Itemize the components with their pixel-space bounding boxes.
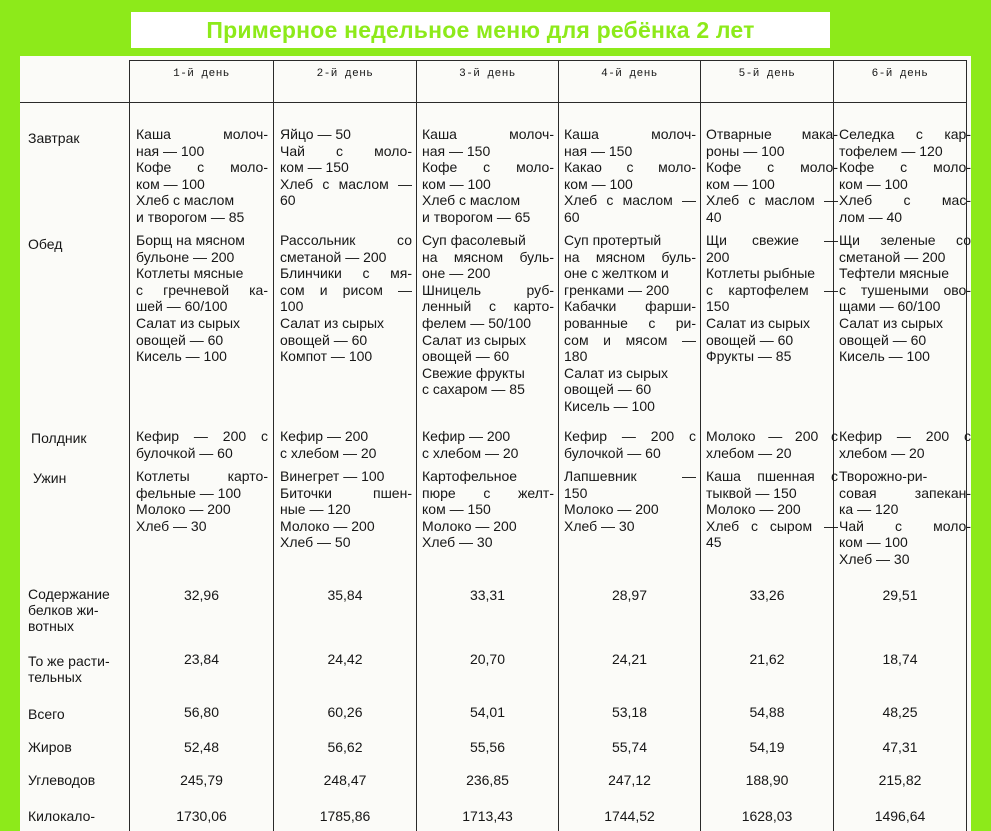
menu-line: пюре с желт- (422, 484, 554, 501)
menu-cell (706, 428, 838, 461)
menu-line: с картофелем — (706, 281, 838, 298)
menu-line: тыквой — 150 (706, 484, 797, 501)
nutrient-value: 28,97 (611, 587, 648, 603)
menu-line: Шницель руб- (422, 281, 554, 298)
nutrient-value: 47,31 (882, 739, 918, 755)
menu-line: Молоко — 200 (280, 517, 375, 534)
menu-line: овощей — 60 (136, 331, 224, 348)
menu-line: ком — 150 (422, 501, 491, 518)
menu-line: и творогом — 85 (136, 208, 245, 225)
nutrient-value: 55,74 (611, 739, 648, 755)
meal-label: Ужин (33, 470, 67, 486)
menu-line: Хлеб с маслом — (280, 175, 412, 192)
nutrient-value: 248,47 (323, 772, 367, 788)
menu-line: Каша пшенная с (706, 468, 838, 484)
menu-line: бульоне — 200 (136, 248, 235, 265)
nutrient-value: 20,70 (469, 651, 506, 667)
menu-line: Биточки пшен- (280, 484, 412, 501)
menu-line: Хлеб — 30 (422, 534, 493, 551)
menu-line: Чай с моло- (839, 517, 971, 534)
menu-line: Блинчики с мя- (280, 265, 412, 282)
menu-line: ком — 100 (136, 175, 205, 192)
menu-line: 100 (280, 298, 304, 315)
menu-line: овощей — 60 (422, 348, 510, 365)
menu-line: Отварные мака- (706, 126, 838, 142)
menu-line: ком — 100 (422, 175, 491, 192)
nutrient-value: 54,19 (749, 739, 785, 755)
menu-line: гренками — 200 (564, 281, 670, 298)
nutrient-value: 23,84 (183, 651, 220, 667)
nutrient-value: 247,12 (608, 772, 651, 788)
menu-line: лом — 40 (839, 208, 903, 225)
menu-line: ком — 100 (839, 534, 908, 551)
nutrient-value: 1628,03 (741, 808, 793, 824)
menu-line: сметаной — 200 (839, 248, 946, 265)
menu-line: 60 (564, 208, 580, 225)
menu-line: Котлеты мясные (136, 265, 244, 282)
menu-line: щами — 60/100 (839, 298, 941, 315)
nutrient-value: 188,90 (745, 772, 789, 788)
menu-cell (422, 468, 554, 551)
menu-line: хлебом — 20 (706, 444, 792, 461)
nutrient-value: 215,82 (878, 772, 922, 788)
menu-line: с сахаром — 85 (422, 381, 525, 398)
menu-cell (136, 428, 268, 461)
menu-line: овощей — 60 (280, 331, 368, 348)
menu-line: Свежие фрукты (422, 364, 525, 381)
menu-line: ка — 120 (839, 501, 899, 518)
menu-line: ная — 150 (564, 142, 633, 159)
menu-cell (136, 232, 268, 365)
menu-cell (706, 126, 838, 226)
menu-line: и творогом — 65 (422, 208, 531, 225)
meal-label: Полдник (31, 430, 87, 446)
menu-line: сметаной — 200 (280, 248, 387, 265)
day-header: 2-й день (316, 68, 374, 80)
menu-line: Суп фасолевый (422, 232, 526, 248)
menu-line: Кофе с моло- (422, 159, 554, 176)
menu-line: тофелем — 120 (839, 142, 943, 159)
menu-line: Каша молоч- (422, 126, 554, 142)
menu-line: булочкой — 60 (564, 444, 661, 461)
menu-line: Котлеты рыбные (706, 265, 816, 282)
menu-line: Щи свежие — (706, 232, 838, 248)
menu-line: Кофе с моло- (839, 159, 971, 176)
menu-line: Суп протертый (564, 232, 662, 248)
menu-line: Фрукты — 85 (706, 348, 792, 365)
menu-line: Котлеты карто- (136, 468, 268, 484)
menu-line: ком — 150 (280, 159, 349, 176)
menu-line: Яйцо — 50 (280, 126, 351, 142)
menu-line: Хлеб с маслом — (564, 192, 696, 209)
menu-line: ком — 100 (706, 175, 775, 192)
day-header: 6-й день (871, 68, 929, 80)
menu-cell (564, 126, 696, 226)
nutrient-label: Содержание белков жи- вотных (28, 586, 110, 634)
menu-line: шей — 60/100 (136, 298, 228, 315)
menu-line: Кефир — 200 с (136, 428, 268, 444)
nutrient-label: Килокало- (28, 808, 96, 824)
menu-line: с хлебом — 20 (280, 444, 377, 461)
nutrient-value: 29,51 (882, 587, 918, 603)
menu-line: Салат из сырых (706, 314, 811, 331)
nutrient-value: 54,01 (469, 704, 506, 720)
menu-cell (839, 126, 971, 226)
menu-line: на мясном буль- (422, 248, 554, 265)
menu-cell (839, 232, 971, 365)
title-banner (131, 12, 830, 48)
nutrient-value: 24,42 (327, 651, 363, 667)
menu-cell (839, 428, 971, 461)
nutrient-value: 1713,43 (462, 808, 513, 824)
nutrient-value: 21,62 (749, 651, 785, 667)
menu-line: Салат из сырых (422, 331, 527, 348)
menu-cell (422, 428, 554, 461)
menu-line: Молоко — 200 (564, 501, 659, 518)
nutrient-value: 1744,52 (604, 808, 655, 824)
nutrient-value: 33,26 (749, 587, 785, 603)
menu-line: Молоко — 200 (136, 501, 231, 518)
menu-line: Салат из сырых (280, 314, 385, 331)
menu-line: 60 (280, 192, 296, 209)
menu-line: Кисель — 100 (136, 348, 227, 365)
nutrient-value: 1730,06 (176, 808, 227, 824)
menu-cell (839, 468, 971, 568)
menu-line: с тушеными ово- (839, 281, 971, 298)
menu-cell (136, 468, 268, 534)
menu-line: Творожно-ри- (839, 468, 928, 484)
menu-line: Каша молоч- (136, 126, 268, 142)
menu-line: Щи зеленые со (839, 232, 971, 248)
nutrient-value: 48,25 (882, 704, 918, 720)
nutrient-value: 54,88 (749, 704, 785, 720)
page-title: Примерное недельное меню для ребёнка 2 лет (206, 16, 755, 43)
menu-line: оне с желтком и (564, 265, 669, 282)
nutrient-value: 55,56 (469, 739, 506, 755)
menu-cell (280, 428, 412, 461)
menu-line: фелем — 50/100 (422, 314, 532, 331)
menu-line: совая запекан- (839, 484, 971, 501)
meal-label: Обед (28, 236, 63, 252)
menu-line: Чай с моло- (280, 142, 412, 159)
menu-line: Салат из сырых (564, 364, 669, 381)
nutrient-value: 60,26 (327, 704, 363, 720)
nutrient-value: 52,48 (183, 739, 220, 755)
menu-line: Кисель — 100 (839, 348, 930, 365)
menu-line: оне — 200 (422, 265, 491, 282)
menu-cell (422, 232, 554, 398)
nutrient-value: 18,74 (882, 651, 918, 667)
menu-line: 180 (564, 348, 588, 365)
menu-line: Хлеб — 50 (280, 534, 351, 551)
menu-line: роны — 100 (706, 142, 785, 159)
menu-cell (706, 468, 838, 551)
menu-line: овощей — 60 (706, 331, 794, 348)
menu-line: Хлеб — 30 (136, 517, 207, 534)
menu-line: хлебом — 20 (839, 444, 925, 461)
menu-line: рованные с ри- (564, 314, 696, 331)
menu-line: фельные — 100 (136, 484, 242, 501)
menu-cell (564, 232, 696, 415)
nutrient-value: 245,79 (180, 772, 223, 788)
menu-line: 150 (706, 298, 730, 315)
nutrient-label: То же расти- тельных (28, 653, 110, 685)
menu-cell (136, 126, 268, 226)
table-header-rule (20, 102, 967, 103)
menu-line: Хлеб — 30 (839, 550, 910, 567)
menu-cell (564, 428, 696, 461)
menu-line: Кофе с моло- (136, 159, 268, 176)
menu-cell (280, 126, 412, 209)
menu-line: 40 (706, 208, 722, 225)
menu-cell (564, 468, 696, 534)
menu-line: ные — 120 (280, 501, 351, 518)
nutrient-value: 35,84 (327, 587, 363, 603)
menu-line: Кофе с моло- (706, 159, 838, 176)
menu-line: Молоко — 200 (422, 517, 517, 534)
menu-line: Хлеб с сыром — (706, 517, 838, 534)
menu-line: ная — 100 (136, 142, 205, 159)
menu-line: Картофельное (422, 468, 518, 484)
menu-table (20, 56, 971, 831)
menu-line: 150 (564, 484, 588, 501)
menu-line: Кабачки фарши- (564, 298, 696, 315)
menu-line: Салат из сырых (136, 314, 241, 331)
menu-line: сом и рисом — (280, 281, 412, 298)
menu-cell (280, 468, 412, 551)
menu-line: ленный с карто- (422, 298, 554, 315)
menu-line: с гречневой ка- (136, 281, 268, 298)
menu-line: Кефир — 200 с (564, 428, 696, 444)
menu-line: ком — 100 (839, 175, 908, 192)
nutrient-value: 56,62 (327, 739, 363, 755)
nutrient-value: 32,96 (183, 587, 220, 603)
menu-line: Тефтели мясные (839, 265, 950, 282)
menu-line: Хлеб с маслом (422, 192, 521, 209)
menu-line: Хлеб с маслом (136, 192, 235, 209)
menu-line: 45 (706, 534, 722, 551)
menu-line: Селедка с кар- (839, 126, 971, 142)
menu-line: Молоко — 200 с (706, 428, 838, 444)
menu-line: Кефир — 200 (280, 428, 369, 444)
menu-cell (280, 232, 412, 365)
day-header: 5-й день (738, 68, 796, 80)
nutrient-value: 1785,86 (319, 808, 371, 824)
menu-line: Борщ на мясном (136, 232, 245, 248)
menu-line: Хлеб с маслом — (706, 192, 838, 209)
nutrient-value: 1496,64 (874, 808, 926, 824)
nutrient-value: 53,18 (611, 704, 648, 720)
menu-line: Хлеб — 30 (564, 517, 635, 534)
nutrient-label: Всего (28, 706, 65, 722)
nutrient-value: 236,85 (466, 772, 509, 788)
nutrient-label: Жиров (28, 739, 72, 755)
menu-line: ком — 100 (564, 175, 633, 192)
menu-line: Салат из сырых (839, 314, 944, 331)
menu-line: с хлебом — 20 (422, 444, 519, 461)
menu-line: Кефир — 200 с (839, 428, 971, 444)
nutrient-label: Углеводов (28, 772, 96, 788)
menu-line: Компот — 100 (280, 348, 373, 365)
nutrient-value: 56,80 (183, 704, 220, 720)
menu-line: Кефир — 200 (422, 428, 511, 444)
menu-line: Винегрет — 100 (280, 468, 385, 484)
day-header: 1-й день (173, 68, 230, 80)
menu-line: булочкой — 60 (136, 444, 233, 461)
menu-line: Каша молоч- (564, 126, 696, 142)
menu-line: Кисель — 100 (564, 397, 655, 414)
menu-line: овощей — 60 (564, 381, 652, 398)
nutrient-value: 24,21 (611, 651, 648, 667)
menu-line: Рассольник со (280, 232, 412, 248)
menu-line: сом и мясом — (564, 331, 696, 348)
table-top-rule (129, 60, 967, 61)
menu-line: овощей — 60 (839, 331, 927, 348)
day-header: 4-й день (601, 68, 658, 80)
menu-cell (422, 126, 554, 226)
menu-cell (706, 232, 838, 365)
menu-line: 200 (706, 248, 730, 265)
menu-line: Какао с моло- (564, 159, 696, 176)
meal-label: Завтрак (28, 130, 80, 146)
menu-line: Хлеб с мас- (839, 192, 971, 209)
menu-line: Молоко — 200 (706, 501, 801, 518)
menu-line: на мясном буль- (564, 248, 696, 265)
nutrient-value: 33,31 (469, 587, 506, 603)
menu-line: ная — 150 (422, 142, 491, 159)
day-header: 3-й день (459, 68, 516, 80)
menu-line: Лапшевник — (564, 468, 696, 484)
